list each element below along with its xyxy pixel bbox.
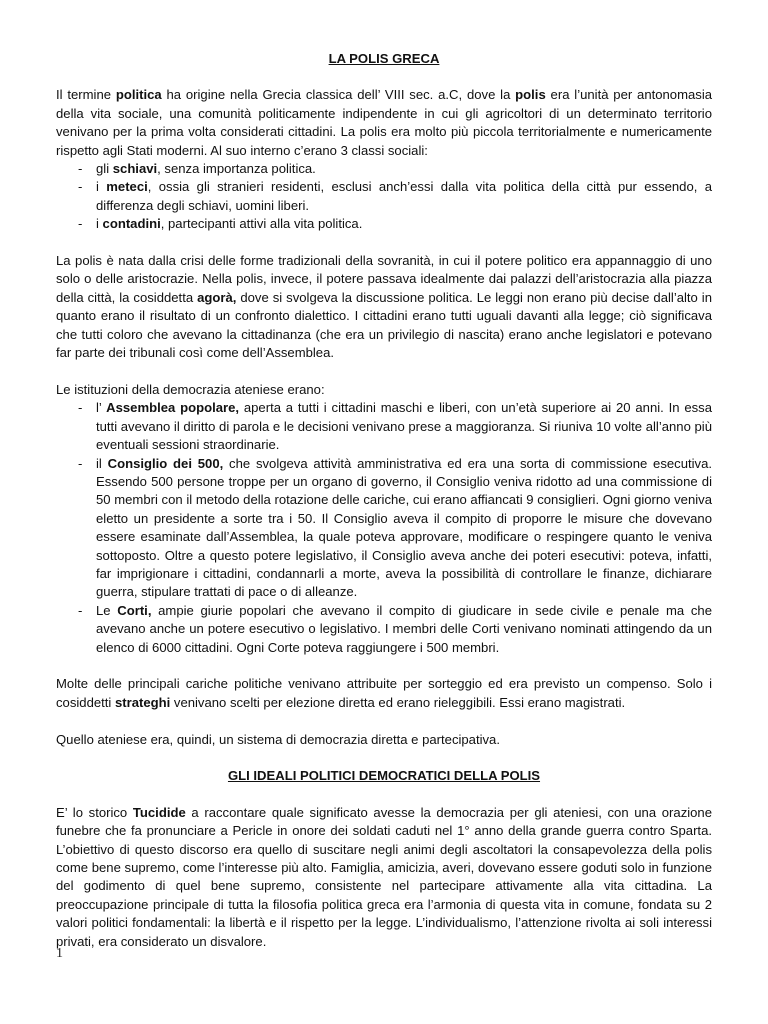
text: venivano scelti per elezione diretta ed erano rieleggibili. Essi erano magistrati. xyxy=(170,694,626,710)
text: , senza importanza politica. xyxy=(157,161,316,177)
bold-term: agorà, xyxy=(197,289,237,305)
paragraph-conclusion: Quello ateniese era, quindi, un sistema di democrazia diretta e partecipativa. xyxy=(56,731,500,747)
text: Molte delle principali cariche politiche venivano attribuite per sorteggio ed era previsto un compenso. Solo i cosiddetti xyxy=(56,676,712,710)
bold-term: polis xyxy=(515,87,546,103)
list-item xyxy=(56,399,712,454)
text: Le xyxy=(96,602,118,618)
paragraph-offices xyxy=(56,675,712,712)
dash-bullet: - xyxy=(78,161,83,177)
text: ha origine nella Grecia classica dell’ VIII sec. a.C, dove la xyxy=(161,87,516,103)
text: La polis è nata dalla crisi delle forme tradizionali della sovranità, in cui il potere politico era appannaggio di uno solo o delle aristocrazie. Nella polis, invece, il potere passava idealmente dai palazzi dell’aristocrazia alla piazza della città, la cosiddetta xyxy=(56,253,712,305)
text: E’ lo storico xyxy=(56,804,133,820)
bold-term: schiavi xyxy=(112,161,158,177)
spacer xyxy=(56,749,712,767)
text: era l’unità per antonomasia della vita sociale, una comunità politicamente indipendente in cui gli agricoltori di un determinato territorio venivano per la prima volta considerati cittadini. La polis era molto più piccola territorialmente e numericamente rispetto agli Stati moderni. Al suo interno c’erano 3 classi sociali: xyxy=(56,87,713,158)
paragraph-thucydides xyxy=(56,804,712,951)
document-page xyxy=(56,50,712,951)
dash-bullet: - xyxy=(78,179,83,195)
bold-term: contadini xyxy=(102,216,161,232)
text: , partecipanti attivi alla vita politica. xyxy=(160,216,363,232)
list-item xyxy=(56,160,712,178)
text: , ossia gli stranieri residenti, esclusi anch’essi dalla vita politica della città pur essendo, a differenza degli schiavi, uomini liberi. xyxy=(96,179,713,213)
section-title-ideals: GLI IDEALI POLITICI DEMOCRATICI DELLA POLIS xyxy=(227,768,541,784)
bold-term: Tucidide xyxy=(132,804,186,820)
text: a raccontare quale significato avesse la democrazia per gli ateniesi, con una orazione funebre che fa pronunciare a Pericle in onore dei soldati caduti nel 1° anno della grande guerra contro Sparta. L’obiettivo di questo discorso era quello di suscitare negli animi degli ascoltatori la consapevolezza della polis come bene supremo, come l’interesse più alto. Famiglia, amicizia, averi, dovevano essere goduti solo in funzione del godimento di quel bene supremo, consistente nel partecipare attivamente alla vita cittadina. La preoccupazione principale di tutta la filosofia politica greca era l’armonia di questa vita in comune, fondata su 2 valori politici fondamentali: la libertà e il rispetto per la legge. L’individualismo, l’attenzione rivolta ai soli interessi privati, era considerato un disvalore. xyxy=(56,804,712,949)
text: aperta a tutti i cittadini maschi e liberi, con un’età superiore ai 20 anni. In essa tutti avevano il diritto di parola e le decisioni venivano prese a maggioranza. Si riuniva 10 volte all’anno più eventuali sessioni straordinarie. xyxy=(96,400,712,453)
social-classes-list xyxy=(56,160,712,234)
text: i xyxy=(96,179,107,195)
text: ampie giurie popolari che avevano il compito di giudicare in sede civile e penale ma che avevano anche un potere esecutivo o legislativo. I membri delle Corti venivano nominati attingendo da un elenco di 6000 cittadini. Ogni Corte poteva raggiungere i 500 membri. xyxy=(96,602,712,655)
dash-bullet: - xyxy=(78,455,83,471)
spacer xyxy=(56,234,712,252)
paragraph-politics-origin xyxy=(56,86,712,160)
text: che svolgeva attività amministrativa ed era una sorta di commissione esecutiva. Essendo 500 persone troppe per un organo di governo, il Consiglio veniva ridotto ad una commissione di 50 membri con il metodo della rotazione delle cariche, cui erano affiancati 9 consiglieri. Ogni giorno veniva eletto un presidente a sorte tra i 50. Il Consiglio aveva il compito di proporre le misure che dovevano essere esaminate dall’Assemblea, la quale poteva approvare, modificare o respingere quanto le veniva sottoposto. Oltre a questo potere legislativo, il Consiglio aveva anche dei poteri esecutivi: poteva, infatti, far imprigionare i cittadini, condannarli a morte, aveva la possibilità di controllare le finanze, dichiarare guerra, stipulare trattati di pace o di alleanze. xyxy=(96,455,712,600)
list-item xyxy=(56,178,712,215)
text: Il termine xyxy=(56,87,116,103)
section-title-polis: LA POLIS GRECA xyxy=(328,51,440,66)
list-item xyxy=(56,455,712,602)
paragraph-polis-birth xyxy=(56,252,712,362)
bold-term: Consiglio dei 500, xyxy=(107,455,224,471)
spacer xyxy=(56,657,712,675)
bold-term: Corti, xyxy=(117,602,152,618)
bold-term: Assemblea popolare, xyxy=(106,400,240,416)
bold-term: politica xyxy=(115,87,162,103)
dash-bullet: - xyxy=(78,216,83,232)
spacer xyxy=(56,712,712,730)
text: i xyxy=(96,216,103,232)
bold-term: strateghi xyxy=(114,694,171,710)
text: l’ xyxy=(96,400,107,416)
bold-term: meteci xyxy=(106,179,148,195)
paragraph-institutions-intro: Le istituzioni della democrazia ateniese erano: xyxy=(56,381,325,397)
institutions-list xyxy=(56,399,712,657)
text: dove si svolgeva la discussione politica. Le leggi non erano più decise dall’alto in quanto erano il risultato di un confronto dialettico. I cittadini erano tutti uguali davanti alla legge; ciò significava che tutti coloro che avevano la cittadinanza (che era un privilegio di nascita) erano anche legislatori e potevano far parte dei tribunali così come dell’Assemblea. xyxy=(56,289,712,361)
text: il xyxy=(96,455,108,471)
spacer xyxy=(56,362,712,380)
dash-bullet: - xyxy=(78,602,83,618)
dash-bullet: - xyxy=(78,400,83,416)
list-item xyxy=(56,602,712,657)
page-number: 1 xyxy=(56,946,63,961)
text: gli xyxy=(96,161,113,177)
list-item xyxy=(56,215,712,233)
